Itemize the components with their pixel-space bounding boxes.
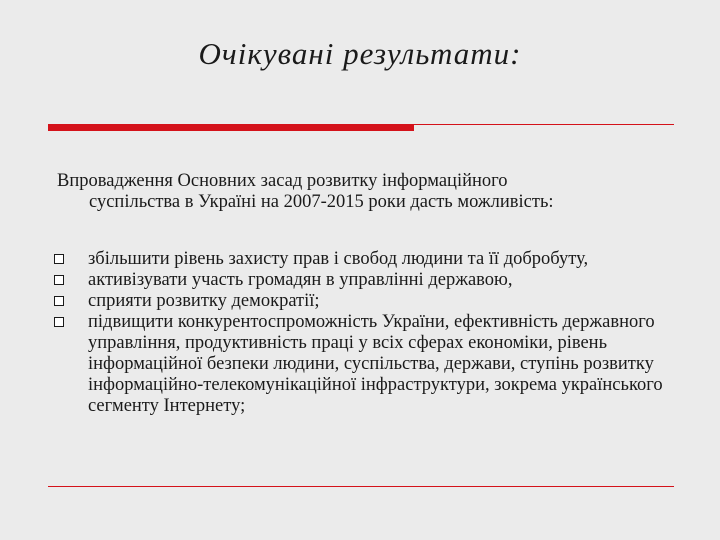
square-bullet-icon — [54, 275, 64, 285]
title-underline-thick — [48, 124, 414, 131]
list-item-text: збільшити рівень захисту прав і свобод людини та її добробуту, — [88, 249, 589, 269]
list-item-text: сприяти розвитку демократії; — [88, 291, 320, 311]
title-underline-thin — [414, 124, 674, 125]
square-bullet-icon — [54, 296, 64, 306]
intro-line-2: суспільства в Україні на 2007-2015 роки дасть можливість: — [89, 192, 554, 212]
list-item — [52, 312, 692, 417]
list-item-text: підвищити конкурентоспроможність України, ефективність державного управління, продуктивність праці у всіх сферах економіки, рівень інформаційної безпеки людини, суспільства, держави, ступінь розвитку інформаційно-телекомунікаційної інфраструктури, зокрема українського сегменту Інтернету; — [88, 312, 663, 416]
results-list — [52, 249, 692, 417]
list-item — [52, 249, 692, 270]
intro-line-1: Впровадження Основних засад розвитку інформаційного — [57, 171, 508, 191]
slide-title: Очікувані результати: — [198, 36, 522, 71]
list-item — [52, 291, 692, 312]
list-item — [52, 270, 692, 291]
list-item-text: активізувати участь громадян в управлінні державою, — [88, 270, 513, 290]
square-bullet-icon — [54, 254, 64, 264]
intro-paragraph — [57, 171, 657, 213]
square-bullet-icon — [54, 317, 64, 327]
bottom-divider — [48, 486, 674, 487]
